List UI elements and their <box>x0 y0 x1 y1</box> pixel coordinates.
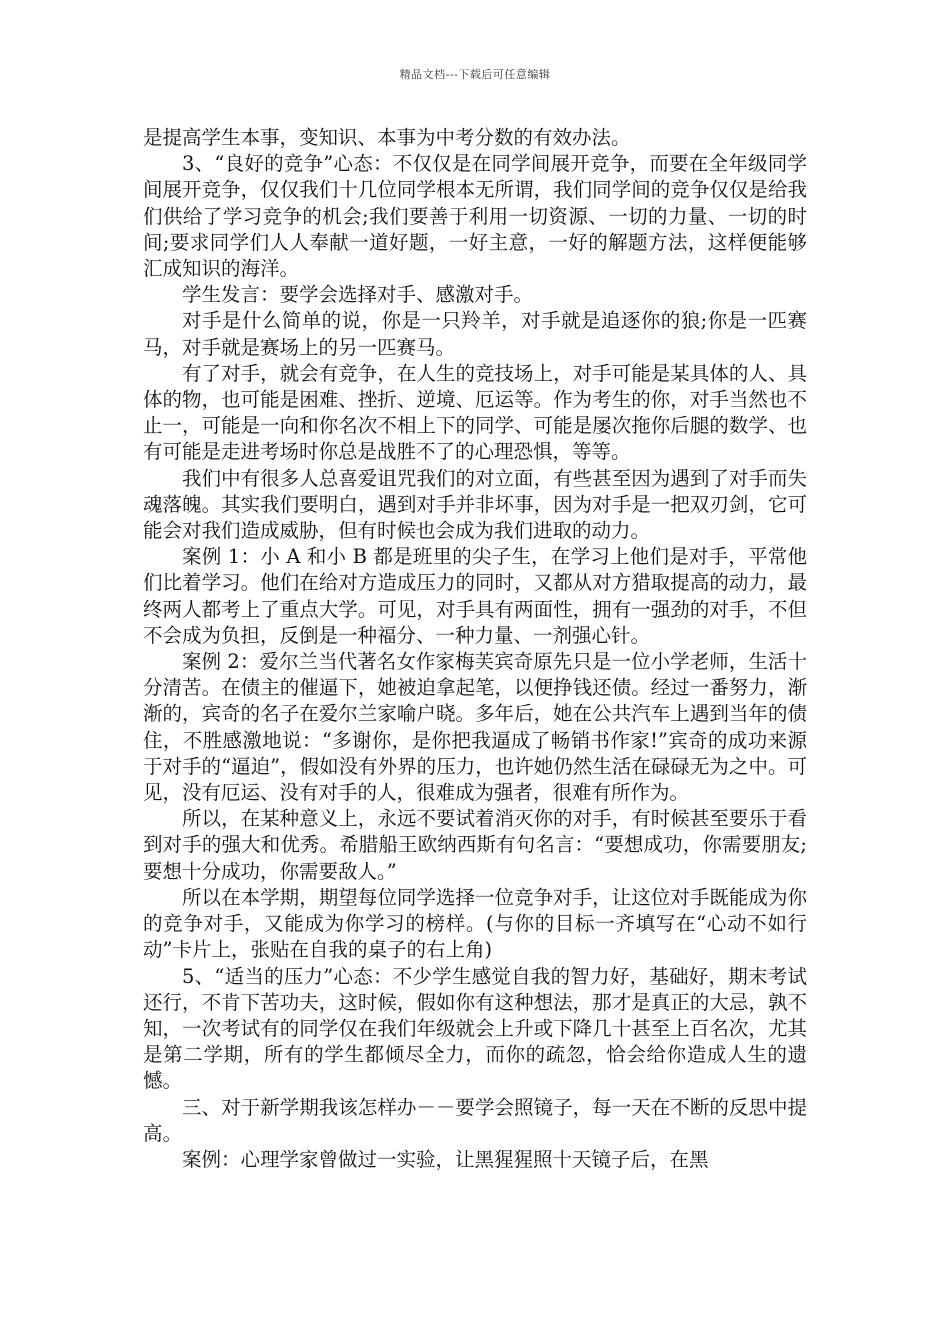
paragraph: 案例 1：小 A 和小 B 都是班里的尖子生，在学习上他们是对手，平常他们比着学习。他们在给对方造成压力的同时，又都从对方猎取提高的动力，最终两人都考上了重点大学。可见，对手具有两面性，拥有一强劲的对手，不但不会成为负担，反倒是一种福分、一种力量、一剂强心针。 <box>143 545 807 647</box>
page-header: 精品文档---下载后可任意编辑 <box>399 68 551 81</box>
paragraph: 对手是什么简单的说，你是一只羚羊，对手就是追逐你的狼;你是一匹赛马，对手就是赛场上的另一匹赛马。 <box>143 309 807 359</box>
paragraph: 我们中有很多人总喜爱诅咒我们的对立面，有些甚至因为遇到了对手而失魂落魄。其实我们要明白，遇到对手并非坏事，因为对手是一把双刃剑，它可能会对我们造成威胁，但有时候也会成为我们进取的动力。 <box>143 466 807 543</box>
paragraph: 所以在本学期，期望每位同学选择一位竞争对手，让这位对手既能成为你的竞争对手，又能成为你学习的榜样。(与你的目标一齐填写在“心动不如行动”卡片上，张贴在自我的桌子的右上角) <box>143 885 807 962</box>
paragraph: 所以，在某种意义上，永远不要试着消灭你的对手，有时候甚至要乐于看到对手的强大和优秀。希腊船王欧纳西斯有句名言：“要想成功，你需要朋友;要想十分成功，你需要敌人。” <box>143 807 807 883</box>
paragraph: 5、“适当的压力”心态：不少学生感觉自我的智力好，基础好，期末考试还行，不肯下苦功夫，这时候，假如你有这种想法，那才是真正的大忌，孰不知，一次考试有的同学仅在我们年级就会上升或下降几十甚至上百名次，尤其是第二学期，所有的学生都倾尽全力，而你的疏忽，恰会给你造成人生的遗憾。 <box>143 964 807 1093</box>
paragraph: 学生发言：要学会选择对手、感激对手。 <box>182 283 534 307</box>
paragraph: 三、对于新学期我该怎样办－－要学会照镜子，每一天在不断的反思中提高。 <box>143 1095 807 1145</box>
paragraph: 案例 2：爱尔兰当代著名女作家梅芙宾奇原先只是一位小学老师，生活十分清苦。在债主的催逼下，她被迫拿起笔，以便挣钱还债。经过一番努力，渐渐的，宾奇的名子在爱尔兰家喻户晓。多年后，她在公共汽车上遇到当年的债住，不胜感激地说：“多谢你，是你把我逼成了畅销书作家!”宾奇的成功来源于对手的“逼迫”，假如没有外界的压力，也许她仍然生活在碌碌无为之中。可见，没有厄运、没有对手的人，很难成为强者，很难有所作为。 <box>143 650 807 805</box>
paragraph: 3、“良好的竞争”心态：不仅仅是在同学间展开竞争，而要在全年级同学间展开竞争，仅仅我们十几位同学根本无所谓，我们同学间的竞争仅仅是给我们供给了学习竞争的机会;我们要善于利用一切资源、一切的力量、一切的时间;要求同学们人人奉献一道好题，一好主意，一好的解题方法，这样便能够汇成知识的海洋。 <box>143 152 807 281</box>
paragraph: 案例：心理学家曾做过一实验，让黑猩猩照十天镜子后，在黑 <box>182 1147 709 1171</box>
paragraph: 是提高学生本事，变知识、本事为中考分数的有效办法。 <box>143 126 631 149</box>
paragraph: 有了对手，就会有竞争，在人生的竞技场上，对手可能是某具体的人、具体的物，也可能是困难、挫折、逆境、厄运等。作为考生的你，对手当然也不止一，可能是一向和你名次不相上下的同学、可能是屡次拖你后腿的数学、也有可能是走进考场时你总是战胜不了的心理恐惧，等等。 <box>143 361 807 464</box>
body-text <box>143 125 807 1173</box>
